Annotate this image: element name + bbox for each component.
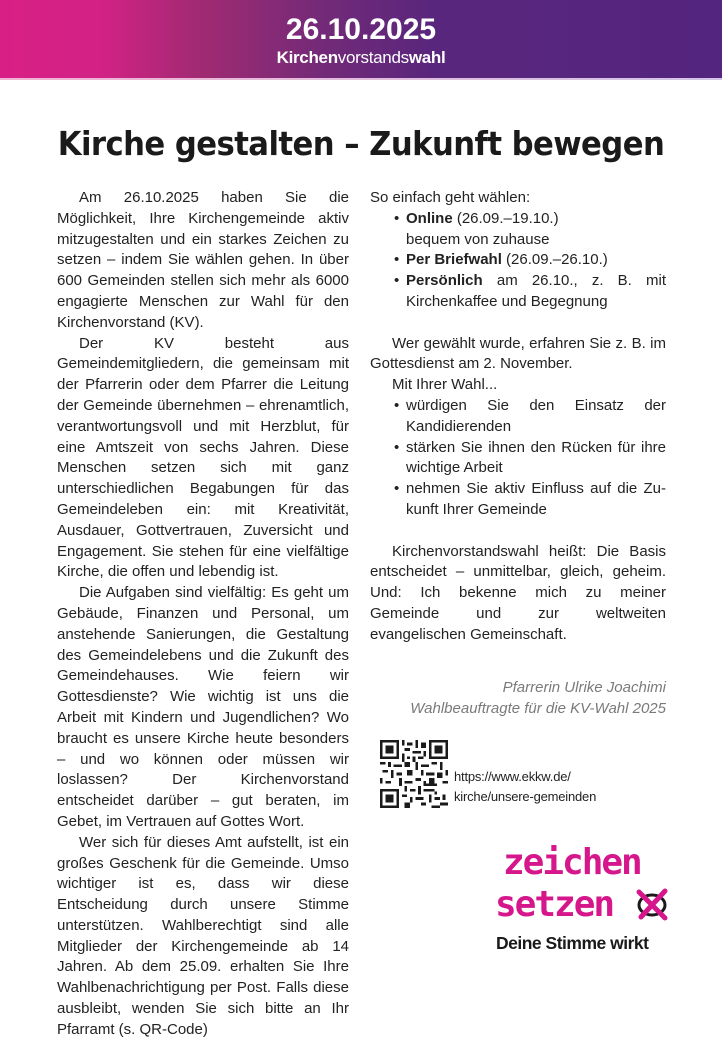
banner-divider [0,78,722,80]
method-label: Online [406,209,453,227]
zeichen-setzen-logo [495,843,675,958]
result-paragraph: Wer gewählt wurde, erfahren Sie z. B. im Gottesdienst am 2. November. [370,334,666,373]
left-column [57,188,349,1041]
method-extra: bequem von zuhause [406,230,550,248]
election-date: 26.10.2025 [285,13,437,46]
subtitle-part-vorstands: vorstands [337,48,409,67]
header-banner [0,0,722,78]
voting-method-briefwahl [396,250,666,271]
benefits-list [396,396,666,521]
page-headline: Kirche gestalten – Zukunft bewegen [57,124,665,163]
url-line-2[interactable]: kirche/unsere-gemeinden [454,789,597,804]
qr-section [380,740,670,810]
logo-line-setzen: setzen [495,884,614,925]
parish-link[interactable] [454,767,596,807]
paragraph-tasks: Die Aufgaben sind vielfältig: Es geht um Gebäude, Finanzen und Personal, um anstehende Sanierungen, die Gestaltung des Gemeindelebens und die Zukunft des Gemeindehauses. Wie feiern wir Gottesdienste? Wie wichtig ist uns die Arbeit mit Kindern und Jugendlichen? Wo braucht es unsere Kirche heute besonders – und wo können oder müssen wir loslassen? Der Kirchenvorstand entscheidet darüber – gut beraten, im Gebet, im Vertrauen auf Gottes Wort. [57,584,349,830]
logo-tagline: Deine Stimme wirkt [496,933,649,953]
subtitle-part-kirchen: Kirchen [276,48,338,67]
url-line-1[interactable]: https://www.ekkw.de/ [454,769,571,784]
paragraph-kv: Der KV besteht aus Gemeindemitgliedern, die gemeinsam mit der Pfarrerin oder dem Pfarrer die Leitung der Gemeinde übernehmen – ehrenamtlich, verantwortungsvoll und mit Herzblut, für eine Amtszeit von sechs Jahren. Diese Menschen setzen sich mit ganz unterschiedlichen Begabungen für das Gemeindeleben ein: mit Kreativität, Ausdauer, Gottvertrauen, Zuversicht und Engagement. Sie stehen für eine vielfältige Kirche, die offen und lebendig ist. [57,334,349,581]
banner-subtitle [0,48,722,68]
ballot-cross-icon [635,888,669,920]
method-label: Per Briefwahl [406,251,502,269]
signature-role: Wahlbeauftragte für die KV-Wahl 2025 [410,700,666,718]
voting-intro: So einfach geht wählen: [370,189,531,206]
method-detail: (26.09.–19.10.) [452,209,559,227]
benefit-item: • würdigen Sie den Einsatz der Kandidierenden [396,396,666,438]
voting-method-persoenlich [396,271,666,313]
method-label: Persönlich [406,272,483,290]
signature-name: Pfarrerin Ulrike Joachimi [502,679,666,697]
qr-code-icon[interactable] [380,740,448,808]
paragraph-intro: Am 26.10.2025 haben Sie die Möglichkeit, Ihre Kirchengemeinde aktiv mitzugestalten und ein starkes Zeichen zu setzen – indem Sie wählen gehen. In über 600 Gemeinden stellen sich mehr als 6000 engagierte Menschen zur Wahl für den Kirchenvorstand (KV). [57,189,349,331]
paragraph-eligibility: Wer sich für dieses Amt aufstellt, ist ein großes Geschenk für die Gemeinde. Umso wichtiger ist es, dass wir diese Entscheidung durch unsere Stimme unterstützen. Wahlberechtigt sind alle Mitglieder der Kirchengemeinde ab 14 Jahren. Ab dem 25.09. erhalten Sie Ihre Wahlbenachrichtigung per Post. Falls diese ausbleibt, wenden Sie sich bitte an Ihr Pfarramt (s. QR-Code) [57,833,349,1038]
closing-paragraph: Kirchenvorstandswahl heißt: Die Basis entscheidet – unmittelbar, gleich, geheim. Und: Ich bekenne mich zu meiner Gemeinde und zur weltweiten evangelischen Gemeinschaft. [370,542,666,643]
voting-method-online [396,209,666,251]
logo-line-zeichen: zeichen [503,842,641,883]
with-vote-label: Mit Ihrer Wahl... [392,376,498,394]
voting-methods-list [396,209,666,313]
subtitle-part-wahl: wahl [408,48,446,67]
benefit-item: • stärken Sie ihnen den Rücken für ihre wichtige Arbeit [396,438,666,480]
method-detail: (26.09.–26.10.) [501,251,608,269]
benefit-item: • nehmen Sie aktiv Einfluss auf die Zukunft Ihrer Gemeinde [396,479,666,521]
right-column [370,188,666,720]
method-detail: am 26.10., z. B. mit Kirchenkaffee und Begegnung [406,272,666,310]
